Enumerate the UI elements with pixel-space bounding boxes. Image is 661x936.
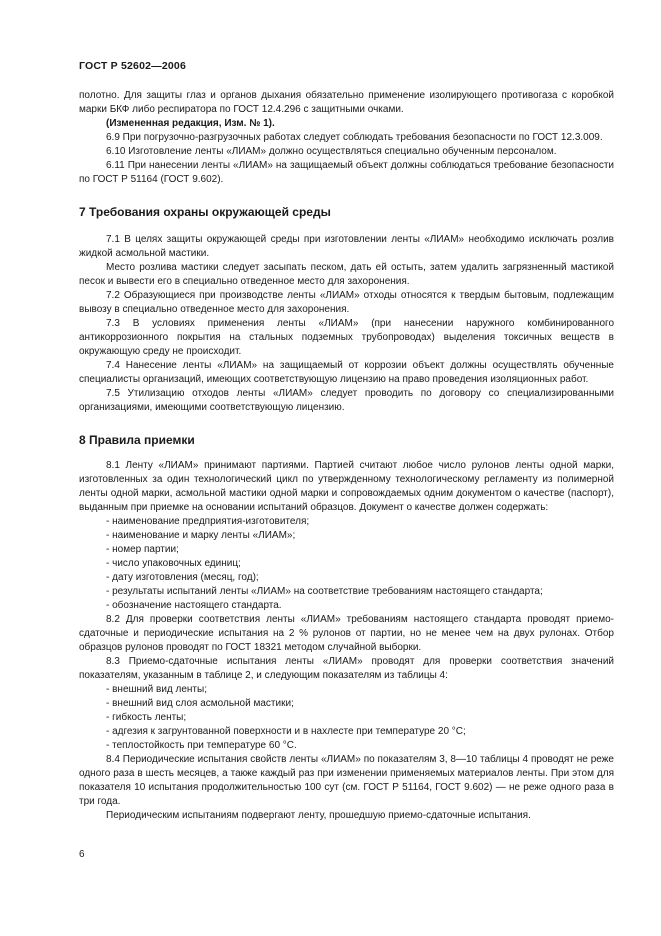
list-item: - адгезия к загрунтованной поверхности и в нахлесте при температуре 20 °С; xyxy=(106,725,614,739)
paragraph-8-1: 8.1 Ленту «ЛИАМ» принимают партиями. Партией считают любое число рулонов ленты одной марки, изготовленных за один технологический цикл по утвержденному технологическому регламенту из полимерной ленты одной марки, асмольной мастики одной марки и сопровождаемых одним документом о качестве (паспорт), выданным при приемке на основании испытаний образцов. Документ о качестве должен содержать: xyxy=(79,460,614,513)
list-item: - внешний вид слоя асмольной мастики; xyxy=(106,697,614,711)
list-item: - обозначение настоящего стандарта. xyxy=(106,599,614,613)
paragraph-7-2: 7.2 Образующиеся при производстве ленты «ЛИАМ» отходы относятся к твердым бытовым, подлежащим вывозу в специально отведенное место для захоронения. xyxy=(79,290,614,315)
list-item: - число упаковочных единиц; xyxy=(106,557,614,571)
list-item: - результаты испытаний ленты «ЛИАМ» на соответствие требованиям настоящего стандарта; xyxy=(106,585,614,599)
quality-document-contents-list xyxy=(79,515,614,613)
list-item: - гибкость ленты; xyxy=(106,711,614,725)
section-8-heading: 8 Правила приемки xyxy=(79,433,195,447)
section-7-heading: 7 Требования охраны окружающей среды xyxy=(79,205,331,219)
paragraph-7-5: 7.5 Утилизацию отходов ленты «ЛИАМ» следует проводить по договору со специализированными организациями, имеющими соответствующую лицензию. xyxy=(79,388,614,413)
paragraph-8-2: 8.2 Для проверки соответствия ленты «ЛИАМ» требованиям настоящего стандарта проводят приемо-сдаточные и периодические испытания на 2 % рулонов от партии, но не менее чем на двух рулонах. Отбор образцов рулонов проводят по ГОСТ 18321 методом случайной выборки. xyxy=(79,614,614,653)
amendment-note: (Измененная редакция, Изм. № 1). xyxy=(106,118,275,129)
list-item: - наименование предприятия-изготовителя; xyxy=(106,515,614,529)
list-item: - наименование и марку ленты «ЛИАМ»; xyxy=(106,529,614,543)
list-item: - теплостойкость при температуре 60 °С. xyxy=(106,739,614,753)
paragraph-7-4: 7.4 Нанесение ленты «ЛИАМ» на защищаемый от коррозии объект должны осуществлять обученные специалисты организаций, имеющих соответствующую лицензию на право проведения изоляционных работ. xyxy=(79,360,614,385)
paragraph-7-1: 7.1 В целях защиты окружающей среды при изготовлении ленты «ЛИАМ» необходимо исключать розлив жидкой асмольной мастики. xyxy=(79,234,614,259)
paragraph-8-4-continued: Периодическим испытаниям подвергают ленту, прошедшую приемо-сдаточные испытания. xyxy=(106,810,531,821)
page-number: 6 xyxy=(79,849,85,860)
paragraph-6-11: 6.11 При нанесении ленты «ЛИАМ» на защищаемый объект должны соблюдаться требование безопасности по ГОСТ Р 51164 (ГОСТ 9.602). xyxy=(79,160,614,185)
list-item: - внешний вид ленты; xyxy=(106,683,614,697)
paragraph-7-1-continued: Место розлива мастики следует засыпать песком, дать ей остыть, затем удалить загрязненный мастикой песок и вывести его в специально отведенное место для захоронения. xyxy=(79,262,614,287)
running-header: ГОСТ Р 52602—2006 xyxy=(79,60,187,72)
page-body xyxy=(79,89,614,823)
list-item: - номер партии; xyxy=(106,543,614,557)
paragraph-8-3: 8.3 Приемо-сдаточные испытания ленты «ЛИАМ» проводят для проверки соответствия значений показателям, указанным в таблице 2, и следующим показателям из таблицы 4: xyxy=(79,656,614,681)
paragraph-6-10: 6.10 Изготовление ленты «ЛИАМ» должно осуществляться специально обученным персоналом. xyxy=(106,146,557,157)
paragraph-8-4: 8.4 Периодические испытания свойств ленты «ЛИАМ» по показателям 3, 8—10 таблицы 4 проводят не реже одного раза в шесть месяцев, а также каждый раз при изменении применяемых материалов ленты. При этом для показателя 10 испытания продолжительностью 100 сут (см. ГОСТ Р 51164, ГОСТ 9.602) — не реже одного раза в три года. xyxy=(79,754,614,807)
acceptance-test-indicators-list xyxy=(79,683,614,753)
paragraph-7-3: 7.3 В условиях применения ленты «ЛИАМ» (при нанесении наружного комбинированного антикоррозионного покрытия на стальных подземных трубопроводах) выделения токсичных веществ в окружающую среду не происходит. xyxy=(79,318,614,357)
paragraph-6-9: 6.9 При погрузочно-разгрузочных работах следует соблюдать требования безопасности по ГОСТ 12.3.009. xyxy=(106,132,603,143)
list-item: - дату изготовления (месяц, год); xyxy=(106,571,614,585)
paragraph-6-8-continuation: полотно. Для защиты глаз и органов дыхания обязательно применение изолирующего противогаза с коробкой марки БКФ либо респиратора по ГОСТ 12.4.296 с защитными очками. xyxy=(79,90,614,115)
